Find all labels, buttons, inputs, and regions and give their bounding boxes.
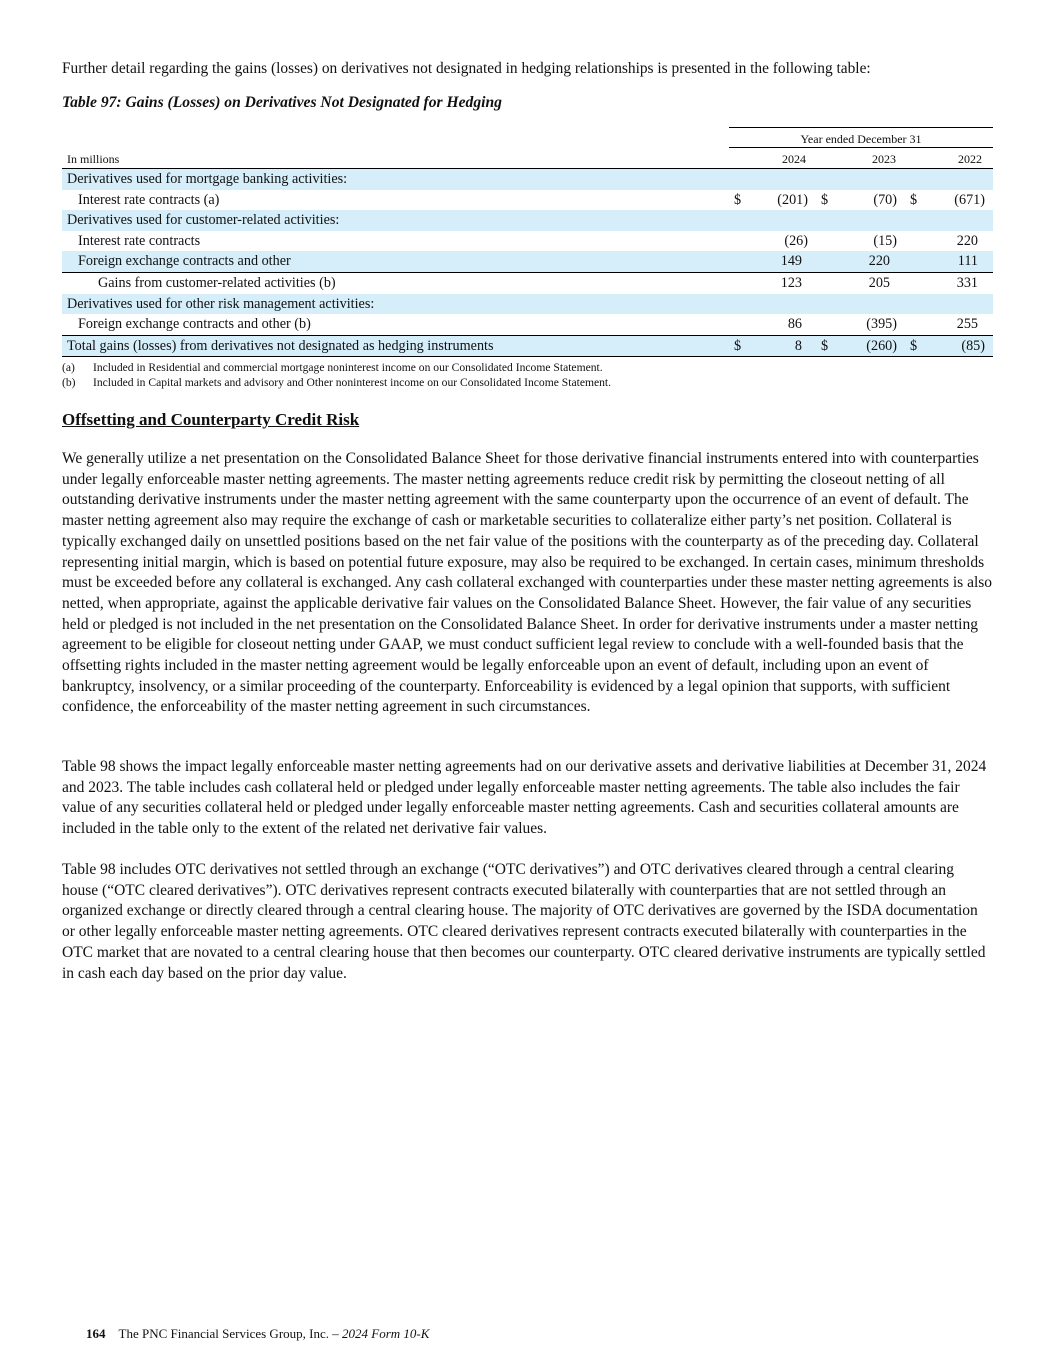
table-row [62,231,993,252]
table-row [62,251,993,272]
footer-form: 2024 Form 10-K [342,1326,430,1341]
value-2023: (70) [873,191,897,208]
value-2023: 205 [868,274,890,291]
body-paragraph: Table 98 includes OTC derivatives not settled through an exchange (“OTC derivatives”) and OTC derivatives cleared through a central clearing house (“OTC cleared derivatives”). OTC derivatives represent contracts executed bilaterally with counterparties that are not settled through an organized exchange or directly cleared through a central clearing house. The majority of OTC derivatives are governed by the ISDA documentation or other legally enforceable master netting agreements. OTC cleared derivatives represent contracts executed bilaterally with counterparties in the OTC market that are novated to a central clearing house that then becomes our counterparty. OTC cleared derivative instruments are typically settled in cash each day based on the prior day value. [62,861,986,982]
value-2022: (85) [961,337,985,354]
value-2024: (26) [784,232,808,249]
intro-paragraph: Further detail regarding the gains (losses) on derivatives not designated in hedging relationships is presented in the following table: [62,60,871,77]
row-label: Foreign exchange contracts and other (b) [78,316,311,333]
row-label: Derivatives used for customer-related activities: [67,212,340,229]
dollar-sign: $ [821,337,829,354]
table-row [62,314,993,335]
footnote-text: Included in Capital markets and advisory and Other noninterest income on our Consolidated Income Statement. [93,375,612,389]
value-2024: 123 [780,274,802,291]
section-heading: Offsetting and Counterparty Credit Risk [62,410,360,429]
row-label: Derivatives used for mortgage banking activities: [67,171,348,187]
page-number: 164 [86,1326,106,1341]
value-2024: 8 [794,337,802,354]
dollar-sign: $ [734,337,742,354]
footer-company: The PNC Financial Services Group, Inc. – [118,1326,339,1341]
dollar-sign: $ [910,191,918,208]
table-row [62,190,993,211]
table-row-total [62,335,993,358]
dollar-sign: $ [910,337,918,354]
value-2022: 111 [957,253,978,270]
table-row [62,169,993,190]
table-row [62,210,993,231]
row-label: Foreign exchange contracts and other [78,253,291,270]
value-2024: 86 [787,316,802,333]
page-footer [86,1326,429,1342]
value-2023: (260) [866,337,897,354]
value-2023: (395) [866,316,897,333]
row-label: Interest rate contracts [78,232,201,249]
row-header-label: In millions [67,152,120,166]
value-2023: 220 [868,253,890,270]
year-header-2023: 2023 [872,152,896,166]
value-2024: (201) [777,191,808,208]
row-label: Interest rate contracts (a) [78,191,220,208]
footnote-text: Included in Residential and commercial mortgage noninterest income on our Consolidated Income Statement. [93,361,603,374]
dollar-sign: $ [821,191,829,208]
value-2022: 255 [956,316,978,333]
table-row [62,294,993,315]
year-header-2024: 2024 [782,152,806,166]
footnote-mark: (b) [62,375,76,389]
row-label: Gains from customer-related activities (b) [98,274,336,291]
group-header: Year ended December 31 [729,127,993,148]
body-paragraph: We generally utilize a net presentation on the Consolidated Balance Sheet for those derivative financial instruments entered into with counterparties under legally enforceable master netting agreements. The master netting agreements reduce credit risk by permitting the closeout netting of all outstanding derivative instruments under the master netting agreement with the same counterparty upon the occurrence of an event of default. The master netting agreement also may require the exchange of cash or marketable securities to collateralize either party’s net position. Collateral is typically exchanged daily on unsettled positions based on the net fair value of the positions with the counterparty as of the preceding day. Collateral representing initial margin, which is based on potential future exposure, may also be required to be exchanged. In certain cases, minimum thresholds must be exceeded before any collateral is exchanged. Any cash collateral exchanged with counterparties under these master netting agreements is also netted, when appropriate, against the applicable derivative fair values on the Consolidated Balance Sheet. However, the fair value of any securities held or pledged is not included in the net presentation on the Consolidated Balance Sheet. In order for derivative instruments under a master netting agreement to be eligible for closeout netting under GAAP, we must conduct sufficient legal review to conclude with a well-founded basis that the offsetting rights included in the master netting agreement would be legally enforceable upon an event of default, including upon an event of bankruptcy, insolvency, or a similar proceeding of the counterparty. Enforceability is evidenced by a legal opinion that supports, with sufficient confidence, the enforceability of the master netting agreement in such circumstances. [62,450,993,716]
value-2022: 331 [956,274,978,291]
footnote-mark: (a) [62,361,75,374]
dollar-sign: $ [734,191,742,208]
table-title: Table 97: Gains (Losses) on Derivatives Not Designated for Hedging [62,94,502,111]
row-label: Derivatives used for other risk management activities: [67,295,375,312]
body-paragraph: Table 98 shows the impact legally enforceable master netting agreements had on our derivative assets and derivative liabilities at December 31, 2024 and 2023. The table includes cash collateral held or pledged under legally enforceable master netting agreements. The table also includes the fair value of any securities collateral held or pledged under legally enforceable master netting agreements. Cash and securities collateral amounts are included in the table only to the extent of the related net derivative fair values. [62,758,987,838]
table-row [62,272,993,294]
year-header-2022: 2022 [958,152,982,166]
value-2022: (671) [954,191,985,208]
value-2024: 149 [780,253,802,270]
value-2023: (15) [873,232,897,249]
row-label: Total gains (losses) from derivatives not designated as hedging instruments [67,337,494,354]
value-2022: 220 [956,232,978,249]
header-row [62,148,993,169]
